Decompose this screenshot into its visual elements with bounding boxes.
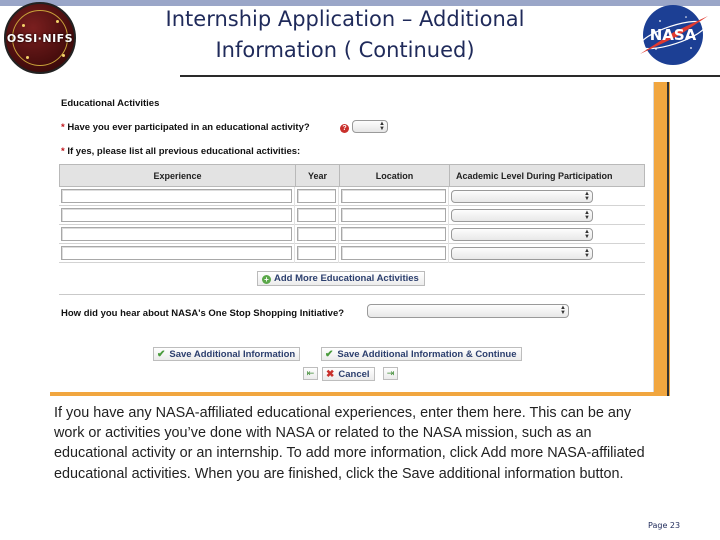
checkmark-icon: ✔ [157,348,166,360]
select-arrows-icon: ▲ ▼ [584,228,590,240]
cancel-label: Cancel [338,368,370,380]
educational-activities-form [50,82,654,392]
add-more-activities-label: Add More Educational Activities [274,273,419,284]
hear-about-question: How did you hear about NASA's One Stop Shopping Initiative? [61,308,345,319]
form-frame-edge [667,82,669,396]
select-arrows-icon: ▲ ▼ [584,190,590,202]
ossi-nifs-logo-text: OSSI·NIFS [6,31,74,45]
select-arrows-icon: ▲ ▼ [379,121,385,132]
nasa-meatball-logo [634,2,712,68]
save-and-continue-label: Save Additional Information & Continue [337,348,517,360]
list-activities-label: If yes, please list all previous educational activities: [67,146,301,157]
year-input[interactable] [297,246,336,260]
table-row [59,225,645,244]
save-and-continue-button[interactable] [321,347,522,361]
table-row [59,187,645,206]
column-header-year: Year [296,165,340,186]
required-marker: * [61,122,65,133]
header-divider [180,75,720,77]
section-title: Educational Activities [61,98,160,109]
logo-star [56,20,59,23]
checkmark-icon: ✔ [325,348,334,360]
column-header-location: Location [340,165,450,186]
form-divider [59,294,645,295]
hear-about-select[interactable] [367,304,569,318]
participated-question-label: Have you ever participated in an educational activity? [67,122,310,133]
experience-input[interactable] [61,189,292,203]
ossi-nifs-logo [4,2,76,74]
table-header [59,164,645,187]
required-marker: * [61,146,65,157]
nasa-logo-text: NASA [649,26,697,44]
cancel-x-icon: ✖ [326,368,335,380]
experience-input[interactable] [61,208,292,222]
academic-level-select[interactable] [451,228,593,241]
location-input[interactable] [341,227,446,241]
question-help-icon[interactable]: ? [340,124,349,133]
experience-input[interactable] [61,246,292,260]
location-input[interactable] [341,208,446,222]
participated-question [61,122,310,133]
form-screenshot-frame [50,82,670,396]
select-arrows-icon: ▲ ▼ [560,305,566,316]
plus-icon: + [262,275,271,284]
slide-title [120,4,570,66]
column-header-academic-level: Academic Level During Participation [456,170,613,181]
logo-star [62,54,65,57]
logo-star [22,24,25,27]
save-additional-info-button[interactable] [153,347,300,361]
cancel-button[interactable] [322,367,375,381]
year-input[interactable] [297,208,336,222]
academic-level-select[interactable] [451,209,593,222]
academic-level-select[interactable] [451,247,593,260]
next-arrow-button[interactable]: ⇥ [383,367,398,380]
activities-table [59,164,645,263]
year-input[interactable] [297,227,336,241]
experience-input[interactable] [61,227,292,241]
slide-title-line-2: Information ( Continued) [215,38,475,62]
slide-title-line-1: Internship Application – Additional [165,7,525,31]
year-input[interactable] [297,189,336,203]
page-number: Page 23 [648,521,681,530]
add-more-activities-button[interactable] [257,271,425,286]
select-arrows-icon: ▲ ▼ [584,209,590,221]
logo-star [26,56,29,59]
table-row [59,244,645,263]
location-input[interactable] [341,246,446,260]
select-arrows-icon: ▲ ▼ [584,247,590,259]
location-input[interactable] [341,189,446,203]
save-additional-info-label: Save Additional Information [169,348,296,360]
previous-arrow-button[interactable]: ⇤ [303,367,318,380]
academic-level-select[interactable] [451,190,593,203]
column-header-experience: Experience [60,165,296,186]
participated-select[interactable] [352,120,388,133]
list-activities-question [61,146,300,157]
table-row [59,206,645,225]
slide-description: If you have any NASA-affiliated educational experiences, enter them here. This can be any work or activities you’ve done with NASA or related to the NASA mission, such as an educational activity or an internship. To add more information, click Add more NASA-affiliated educational activities. When you are finished, click the Save additional information button. [54,405,645,482]
